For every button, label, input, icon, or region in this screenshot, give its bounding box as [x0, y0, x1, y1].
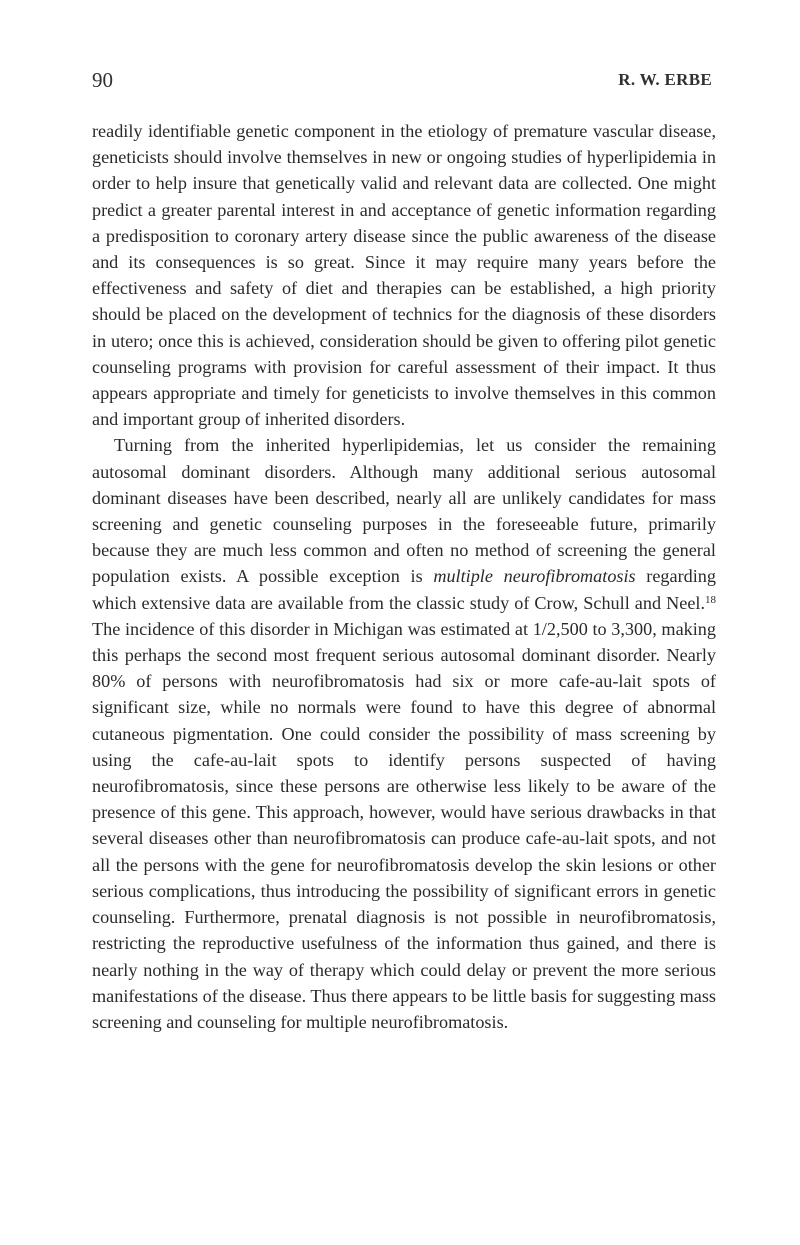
- body-text: [92, 118, 716, 1035]
- running-header: [92, 68, 712, 98]
- paragraph-2: [92, 432, 716, 1035]
- citation-reference: 18: [705, 593, 716, 606]
- paragraph-2-text-3: The incidence of this disorder in Michigan was estimated at 1/2,500 to 3,300, making this perhaps the second most frequent serious autosomal dominant disorder. Nearly 80% of persons with neurofibromatosis had six or more cafe-au-lait spots of significant size, while no normals were found to have this degree of abnormal cutaneous pigmentation. One could consider the possibility of mass screening by using the cafe-au-lait spots to identify persons suspected of having neurofibromatosis, since these persons are otherwise less likely to be aware of the presence of this gene. This approach, however, would have serious drawbacks in that several diseases other than neurofibromatosis can produce cafe-au-lait spots, and not all the persons with the gene for neurofibromatosis develop the skin lesions or other serious complications, thus introducing the possibility of significant errors in genetic counseling. Furthermore, prenatal diagnosis is not possible in neurofibromatosis, restricting the reproductive usefulness of the information thus gained, and there is nearly nothing in the way of therapy which could delay or prevent the more serious manifestations of the disease. Thus there appears to be little basis for suggesting mass screening and counseling for multiple neurofibromatosis.: [92, 618, 716, 1032]
- page-number: 90: [92, 68, 113, 92]
- italic-term-neurofibromatosis: multiple neurofibromatosis: [433, 566, 636, 587]
- paragraph-2-text-1: Turning from the inherited hyperlipidemias, let us consider the remaining autosomal dominant disorders. Although many additional serious autosomal dominant diseases have been described, nearly all are unlikely candidates for mass screening and genetic counseling purposes in the foreseeable future, primarily because they are much less common and often no method of screening the general population exists. A possible exception is: [92, 435, 716, 587]
- running-head-author: R. W. ERBE: [618, 70, 712, 89]
- paragraph-1: readily identifiable genetic component in the etiology of premature vascular disease, geneticists should involve themselves in new or ongoing studies of hyperlipidemia in order to help insure that genetically valid and relevant data are collected. One might predict a greater parental interest in and acceptance of genetic information regarding a predisposition to coronary artery disease since the public awareness of the disease and its consequences is so great. Since it may require many years before the effectiveness and safety of diet and therapies can be established, a high priority should be placed on the development of technics for the diagnosis of these disorders in utero; once this is achieved, consideration should be given to offering pilot genetic counseling programs with provision for careful assessment of their impact. It thus appears appropriate and timely for geneticists to involve themselves in this common and important group of inherited disorders.: [92, 121, 716, 430]
- paragraph-2-text-2: regarding which extensive data are available from the classic study of Crow, Schull and Neel.: [92, 566, 716, 613]
